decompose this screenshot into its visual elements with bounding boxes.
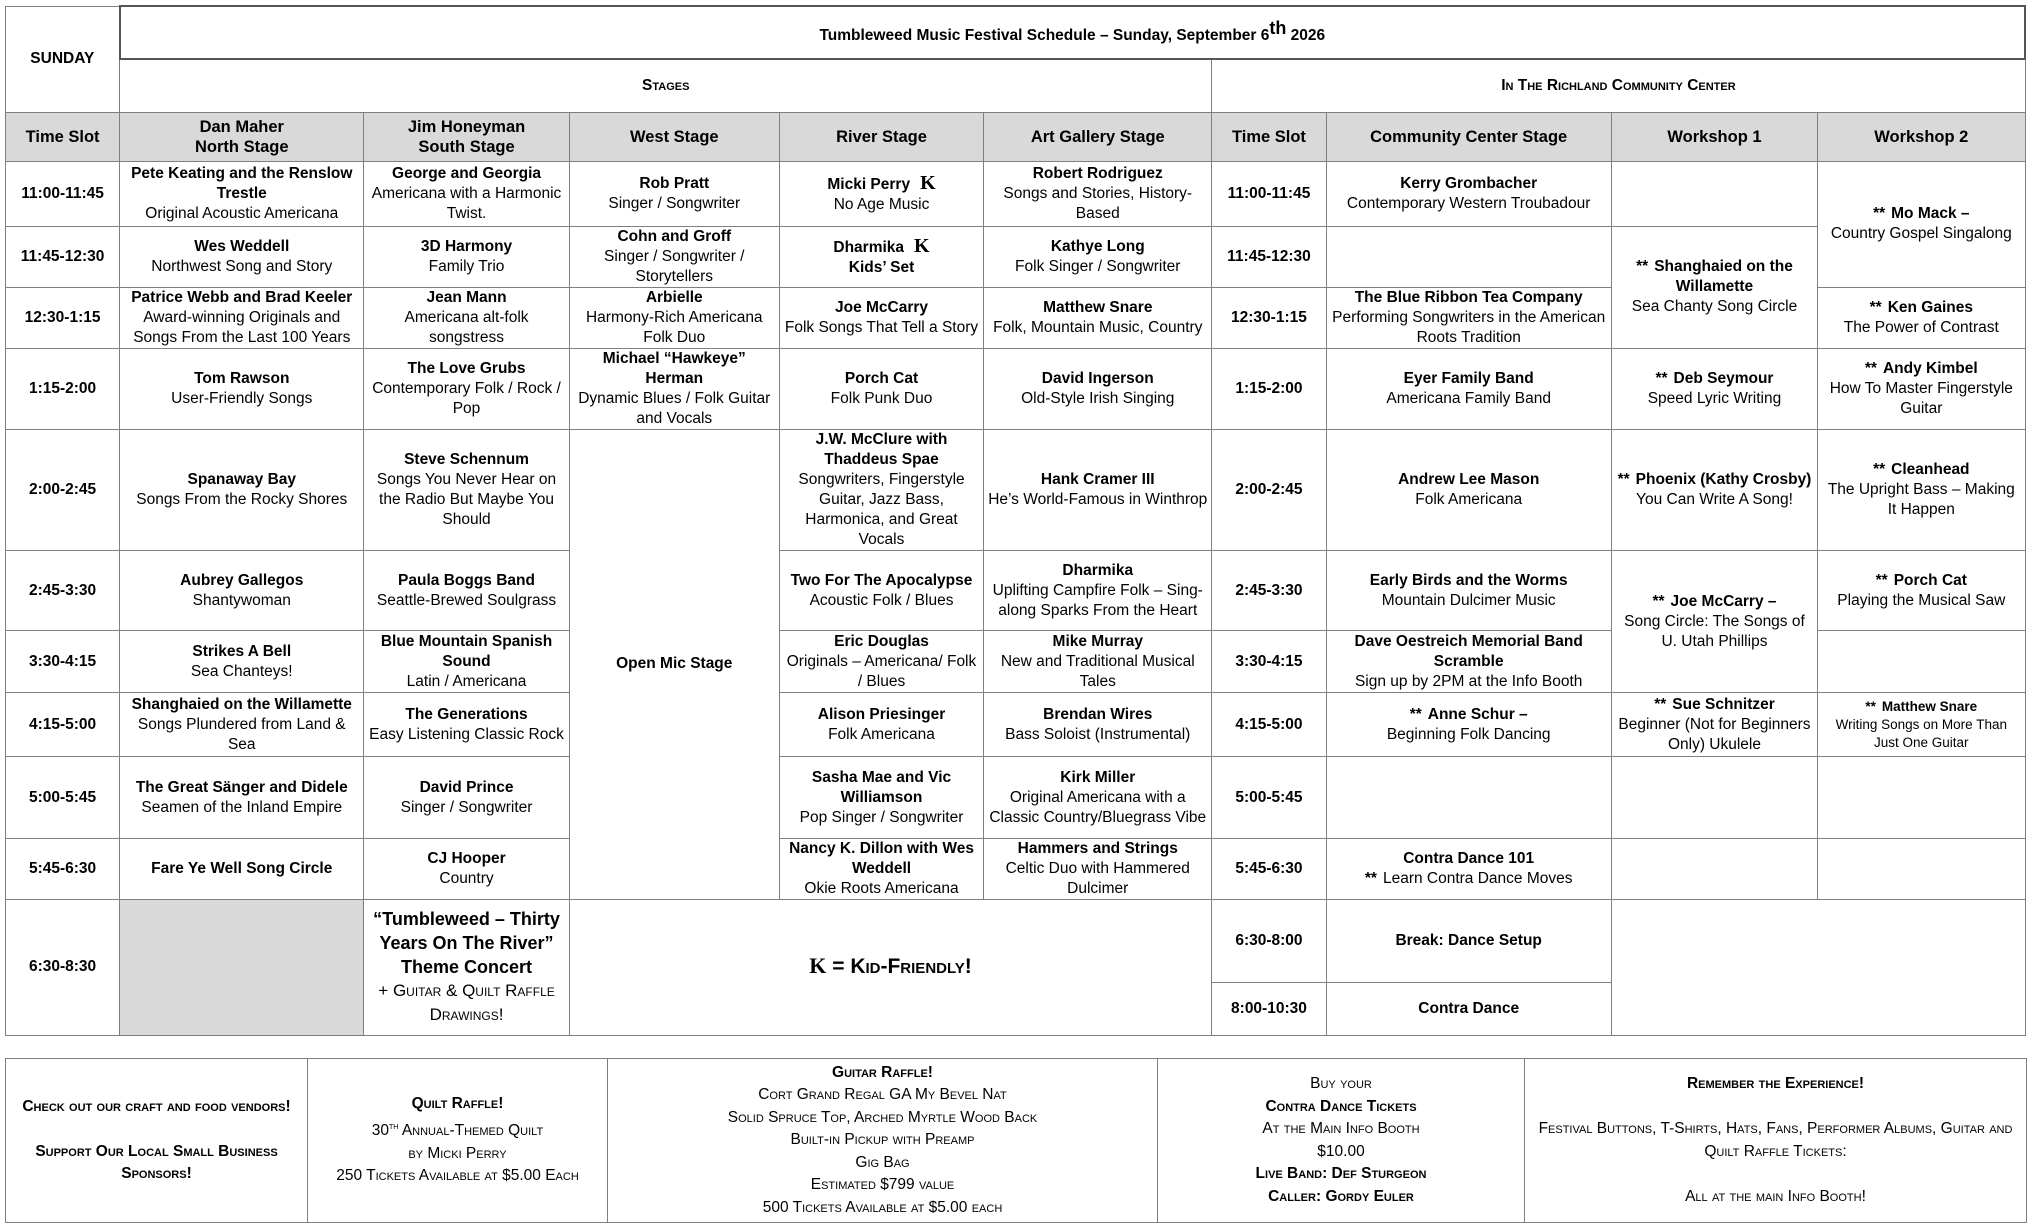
workshop1-act: ** Sue Schnitzer Beginner (Not for Beginners Only) Ukulele <box>1611 693 1817 757</box>
col-header-time: Time Slot <box>6 112 120 161</box>
art-act: Kathye Long Folk Singer / Songwriter <box>984 226 1212 287</box>
community-act: The Blue Ribbon Tea Company Performing Songwriters in the American Roots Tradition <box>1326 287 1611 348</box>
workshop1-act: ** Deb Seymour Speed Lyric Writing <box>1611 348 1817 429</box>
community-act: Dave Oestreich Memorial Band Scramble Sign up by 2PM at the Info Booth <box>1326 631 1611 693</box>
kid-friendly-legend: K = Kid-Friendly! <box>569 899 1212 1035</box>
page-title: Tumbleweed Music Festival Schedule – Sunday, September 6th 2026 <box>120 6 2025 59</box>
time-slot: 11:45-12:30 <box>6 226 120 287</box>
time-slot: 6:30-8:30 <box>6 899 120 1035</box>
north-act: Pete Keating and the Renslow Trestle Original Acoustic Americana <box>120 161 364 226</box>
time-slot: 2:45-3:30 <box>6 551 120 631</box>
workshop2-act: ** Andy Kimbel How To Master Fingerstyle Guitar <box>1818 348 2025 429</box>
art-act: Matthew Snare Folk, Mountain Music, Country <box>984 287 1212 348</box>
time-slot-cc: 12:30-1:15 <box>1212 287 1326 348</box>
time-slot-cc: 11:45-12:30 <box>1212 226 1326 287</box>
north-act: Wes Weddell Northwest Song and Story <box>120 226 364 287</box>
contra-tickets: Buy your Contra Dance Tickets At the Main Info Booth $10.00 Live Band: Def Sturgeon Caller: Gordy Euler <box>1158 1059 1525 1223</box>
art-act: Brendan Wires Bass Soloist (Instrumental) <box>984 693 1212 757</box>
north-act: Fare Ye Well Song Circle <box>120 838 364 899</box>
community-act: Kerry Grombacher Contemporary Western Troubadour <box>1326 161 1611 226</box>
theme-concert: “Tumbleweed – Thirty Years On The River” Theme Concert + Guitar & Quilt Raffle Drawings! <box>364 899 569 1035</box>
time-slot-cc: 5:45-6:30 <box>1212 838 1326 899</box>
col-header-river: River Stage <box>779 112 983 161</box>
workshop2-empty <box>1818 757 2025 838</box>
north-act: Spanaway Bay Songs From the Rocky Shores <box>120 430 364 551</box>
col-header-workshop1: Workshop 1 <box>1611 112 1817 161</box>
art-act: Robert Rodriguez Songs and Stories, History-Based <box>984 161 1212 226</box>
stages-section-header: Stages <box>120 59 1212 112</box>
river-act: Sasha Mae and Vic Williamson Pop Singer / Songwriter <box>779 757 983 838</box>
time-slot: 11:00-11:45 <box>6 161 120 226</box>
community-act: Eyer Family Band Americana Family Band <box>1326 348 1611 429</box>
north-act: Patrice Webb and Brad Keeler Award-winning Originals and Songs From the Last 100 Years <box>120 287 364 348</box>
community-act: Early Birds and the Worms Mountain Dulcimer Music <box>1326 551 1611 631</box>
col-header-north: Dan Maher North Stage <box>120 112 364 161</box>
col-header-workshop2: Workshop 2 <box>1818 112 2025 161</box>
time-slot-cc: 6:30-8:00 <box>1212 899 1326 982</box>
guitar-raffle: Guitar Raffle! Cort Grand Regal GA My Bevel Nat Solid Spruce Top, Arched Myrtle Wood Back Built-in Pickup with Preamp Gig Bag Estimated $799 value 500 Tickets Available at $5.00 each <box>608 1059 1158 1223</box>
workshop2-act: ** Cleanhead The Upright Bass – Making It Happen <box>1818 430 2025 551</box>
schedule-table <box>5 5 2026 1036</box>
workshop1-empty <box>1611 161 1817 226</box>
workshop2-act: ** Porch Cat Playing the Musical Saw <box>1818 551 2025 631</box>
west-act: Rob Pratt Singer / Songwriter <box>569 161 779 226</box>
south-act: The Generations Easy Listening Classic Rock <box>364 693 569 757</box>
workshop1-empty <box>1611 757 1817 838</box>
time-slot-cc: 8:00-10:30 <box>1212 982 1326 1035</box>
footer-table <box>5 1058 2027 1223</box>
community-act: Andrew Lee Mason Folk Americana <box>1326 430 1611 551</box>
col-header-west: West Stage <box>569 112 779 161</box>
time-slot: 12:30-1:15 <box>6 287 120 348</box>
time-slot-cc: 3:30-4:15 <box>1212 631 1326 693</box>
west-act: Michael “Hawkeye” Herman Dynamic Blues / Folk Guitar and Vocals <box>569 348 779 429</box>
workshop2-empty <box>1818 631 2025 693</box>
remember-experience: Remember the Experience! Festival Buttons, T-Shirts, Hats, Fans, Performer Albums, Guitar and Quilt Raffle Tickets: All at the main Info Booth! <box>1525 1059 2027 1223</box>
workshop1-act: ** Shanghaied on the Willamette Sea Chanty Song Circle <box>1611 226 1817 348</box>
time-slot-cc: 5:00-5:45 <box>1212 757 1326 838</box>
river-act: J.W. McClure with Thaddeus Spae Songwriters, Fingerstyle Guitar, Jazz Bass, Harmonica, and Great Vocals <box>779 430 983 551</box>
north-act: Aubrey Gallegos Shantywoman <box>120 551 364 631</box>
west-act: Cohn and Groff Singer / Songwriter / Storytellers <box>569 226 779 287</box>
time-slot: 5:00-5:45 <box>6 757 120 838</box>
river-act: Dharmika K Kids’ Set <box>779 226 983 287</box>
open-mic-stage: Open Mic Stage <box>569 430 779 900</box>
time-slot: 5:45-6:30 <box>6 838 120 899</box>
west-act: Arbielle Harmony-Rich Americana Folk Duo <box>569 287 779 348</box>
north-act: The Great Sänger and Didele Seamen of the Inland Empire <box>120 757 364 838</box>
workshop2-act: ** Ken Gaines The Power of Contrast <box>1818 287 2025 348</box>
river-act: Eric Douglas Originals – Americana/ Folk / Blues <box>779 631 983 693</box>
quilt-raffle: Quilt Raffle! 30th Annual-Themed Quilt by Micki Perry 250 Tickets Available at $5.00 Each <box>308 1059 608 1223</box>
workshop2-empty <box>1818 838 2025 899</box>
workshop1-empty <box>1611 838 1817 899</box>
day-label: SUNDAY <box>6 6 120 112</box>
time-slot-cc: 4:15-5:00 <box>1212 693 1326 757</box>
community-act: ** Anne Schur – Beginning Folk Dancing <box>1326 693 1611 757</box>
art-act: Mike Murray New and Traditional Musical Tales <box>984 631 1212 693</box>
river-act: Nancy K. Dillon with Wes Weddell Okie Roots Americana <box>779 838 983 899</box>
contra-dance: Contra Dance <box>1326 982 1611 1035</box>
footer-info <box>5 1058 2026 1223</box>
south-act: Steve Schennum Songs You Never Hear on the Radio But Maybe You Should <box>364 430 569 551</box>
south-act: George and Georgia Americana with a Harmonic Twist. <box>364 161 569 226</box>
community-act: Contra Dance 101 ** Learn Contra Dance Moves <box>1326 838 1611 899</box>
workshop2-act: ** Matthew Snare Writing Songs on More Than Just One Guitar <box>1818 693 2025 757</box>
art-act: David Ingerson Old-Style Irish Singing <box>984 348 1212 429</box>
col-header-art: Art Gallery Stage <box>984 112 1212 161</box>
river-act: Micki Perry K No Age Music <box>779 161 983 226</box>
time-slot: 1:15-2:00 <box>6 348 120 429</box>
time-slot-cc: 2:45-3:30 <box>1212 551 1326 631</box>
workshop2-act: ** Mo Mack – Country Gospel Singalong <box>1818 161 2025 287</box>
river-act: Joe McCarry Folk Songs That Tell a Story <box>779 287 983 348</box>
south-act: The Love Grubs Contemporary Folk / Rock / Pop <box>364 348 569 429</box>
col-header-time-cc: Time Slot <box>1212 112 1326 161</box>
community-section-header: In The Richland Community Center <box>1212 59 2025 112</box>
schedule-grid <box>5 5 2026 1036</box>
art-act: Dharmika Uplifting Campfire Folk – Sing-along Sparks From the Heart <box>984 551 1212 631</box>
river-act: Two For The Apocalypse Acoustic Folk / Blues <box>779 551 983 631</box>
north-act: Strikes A Bell Sea Chanteys! <box>120 631 364 693</box>
workshop1-act: ** Joe McCarry – Song Circle: The Songs of U. Utah Phillips <box>1611 551 1817 693</box>
break-dance-setup: Break: Dance Setup <box>1326 899 1611 982</box>
south-act: Jean Mann Americana alt-folk songstress <box>364 287 569 348</box>
workshops-closed <box>1611 899 2025 1035</box>
vendors-notice: Check out our craft and food vendors! Support Our Local Small Business Sponsors! <box>6 1059 308 1223</box>
south-act: 3D Harmony Family Trio <box>364 226 569 287</box>
time-slot: 3:30-4:15 <box>6 631 120 693</box>
art-act: Hammers and Strings Celtic Duo with Hammered Dulcimer <box>984 838 1212 899</box>
south-act: David Prince Singer / Songwriter <box>364 757 569 838</box>
time-slot-cc: 11:00-11:45 <box>1212 161 1326 226</box>
north-closed <box>120 899 364 1035</box>
kid-friendly-icon: K <box>920 171 936 194</box>
community-empty <box>1326 226 1611 287</box>
workshop1-act: ** Phoenix (Kathy Crosby) You Can Write A Song! <box>1611 430 1817 551</box>
col-header-community: Community Center Stage <box>1326 112 1611 161</box>
north-act: Shanghaied on the Willamette Songs Plundered from Land & Sea <box>120 693 364 757</box>
kid-friendly-icon: K <box>914 234 930 257</box>
river-act: Porch Cat Folk Punk Duo <box>779 348 983 429</box>
time-slot: 2:00-2:45 <box>6 430 120 551</box>
art-act: Hank Cramer III He’s World-Famous in Winthrop <box>984 430 1212 551</box>
river-act: Alison Priesinger Folk Americana <box>779 693 983 757</box>
art-act: Kirk Miller Original Americana with a Classic Country/Bluegrass Vibe <box>984 757 1212 838</box>
community-empty <box>1326 757 1611 838</box>
col-header-south: Jim Honeyman South Stage <box>364 112 569 161</box>
time-slot-cc: 2:00-2:45 <box>1212 430 1326 551</box>
south-act: CJ Hooper Country <box>364 838 569 899</box>
time-slot: 4:15-5:00 <box>6 693 120 757</box>
north-act: Tom Rawson User-Friendly Songs <box>120 348 364 429</box>
south-act: Blue Mountain Spanish Sound Latin / Americana <box>364 631 569 693</box>
south-act: Paula Boggs Band Seattle-Brewed Soulgrass <box>364 551 569 631</box>
time-slot-cc: 1:15-2:00 <box>1212 348 1326 429</box>
